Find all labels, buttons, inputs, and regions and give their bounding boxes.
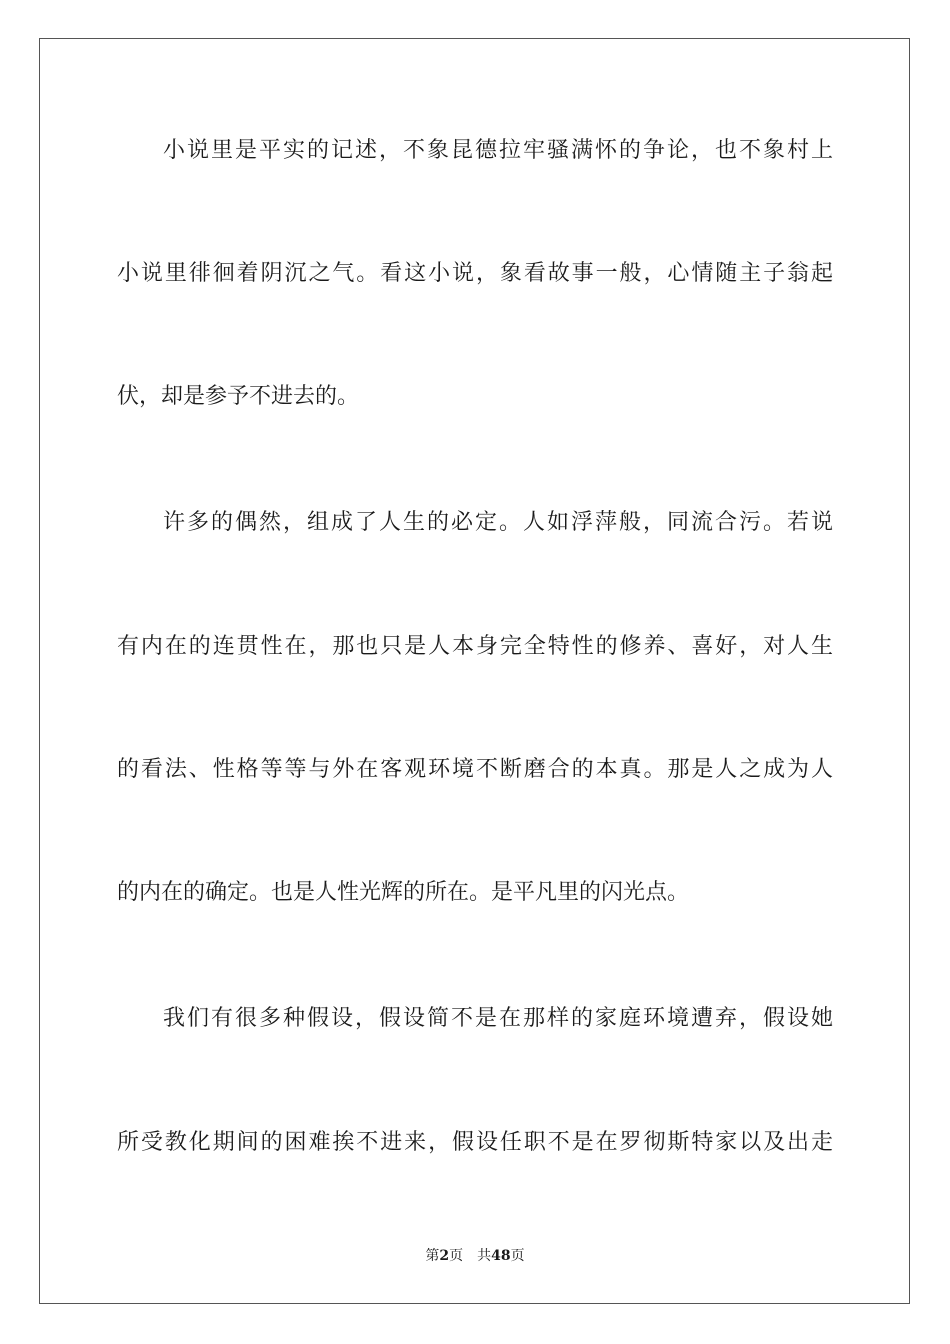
footer-total-prefix: 共 [477,1248,492,1264]
text-line-4: 许多的偶然，组成了人生的必定。人如浮萍般，同流合污。若说 [163,510,833,535]
footer-page-unit: 页 [449,1248,464,1264]
page-border [39,38,910,1304]
page-footer [0,1245,950,1265]
text-line-6: 的看法、性格等等与外在客观环境不断磨合的本真。那是人之成为人 [117,757,833,782]
text-line-8: 我们有很多种假设，假设简不是在那样的家庭环境遭弃，假设她 [163,1006,833,1031]
text-line-1: 小说里是平实的记述，不象昆德拉牢骚满怀的争论，也不象村上 [163,138,833,163]
text-line-3: 伏，却是参予不进去的。 [117,384,360,409]
text-line-7: 的内在的确定。也是人性光辉的所在。是平凡里的闪光点。 [117,880,690,905]
footer-page-current: 2 [439,1248,450,1264]
text-line-9: 所受教化期间的困难挨不进来，假设任职不是在罗彻斯特家以及出走 [117,1130,833,1155]
footer-page-prefix: 第 [425,1248,440,1264]
text-line-2: 小说里徘徊着阴沉之气。看这小说，象看故事一般，心情随主子翁起 [117,261,833,286]
text-line-5: 有内在的连贯性在，那也只是人本身完全特性的修养、喜好，对人生 [117,634,833,659]
footer-page-total: 48 [491,1248,511,1264]
footer-total-unit: 页 [510,1248,525,1264]
